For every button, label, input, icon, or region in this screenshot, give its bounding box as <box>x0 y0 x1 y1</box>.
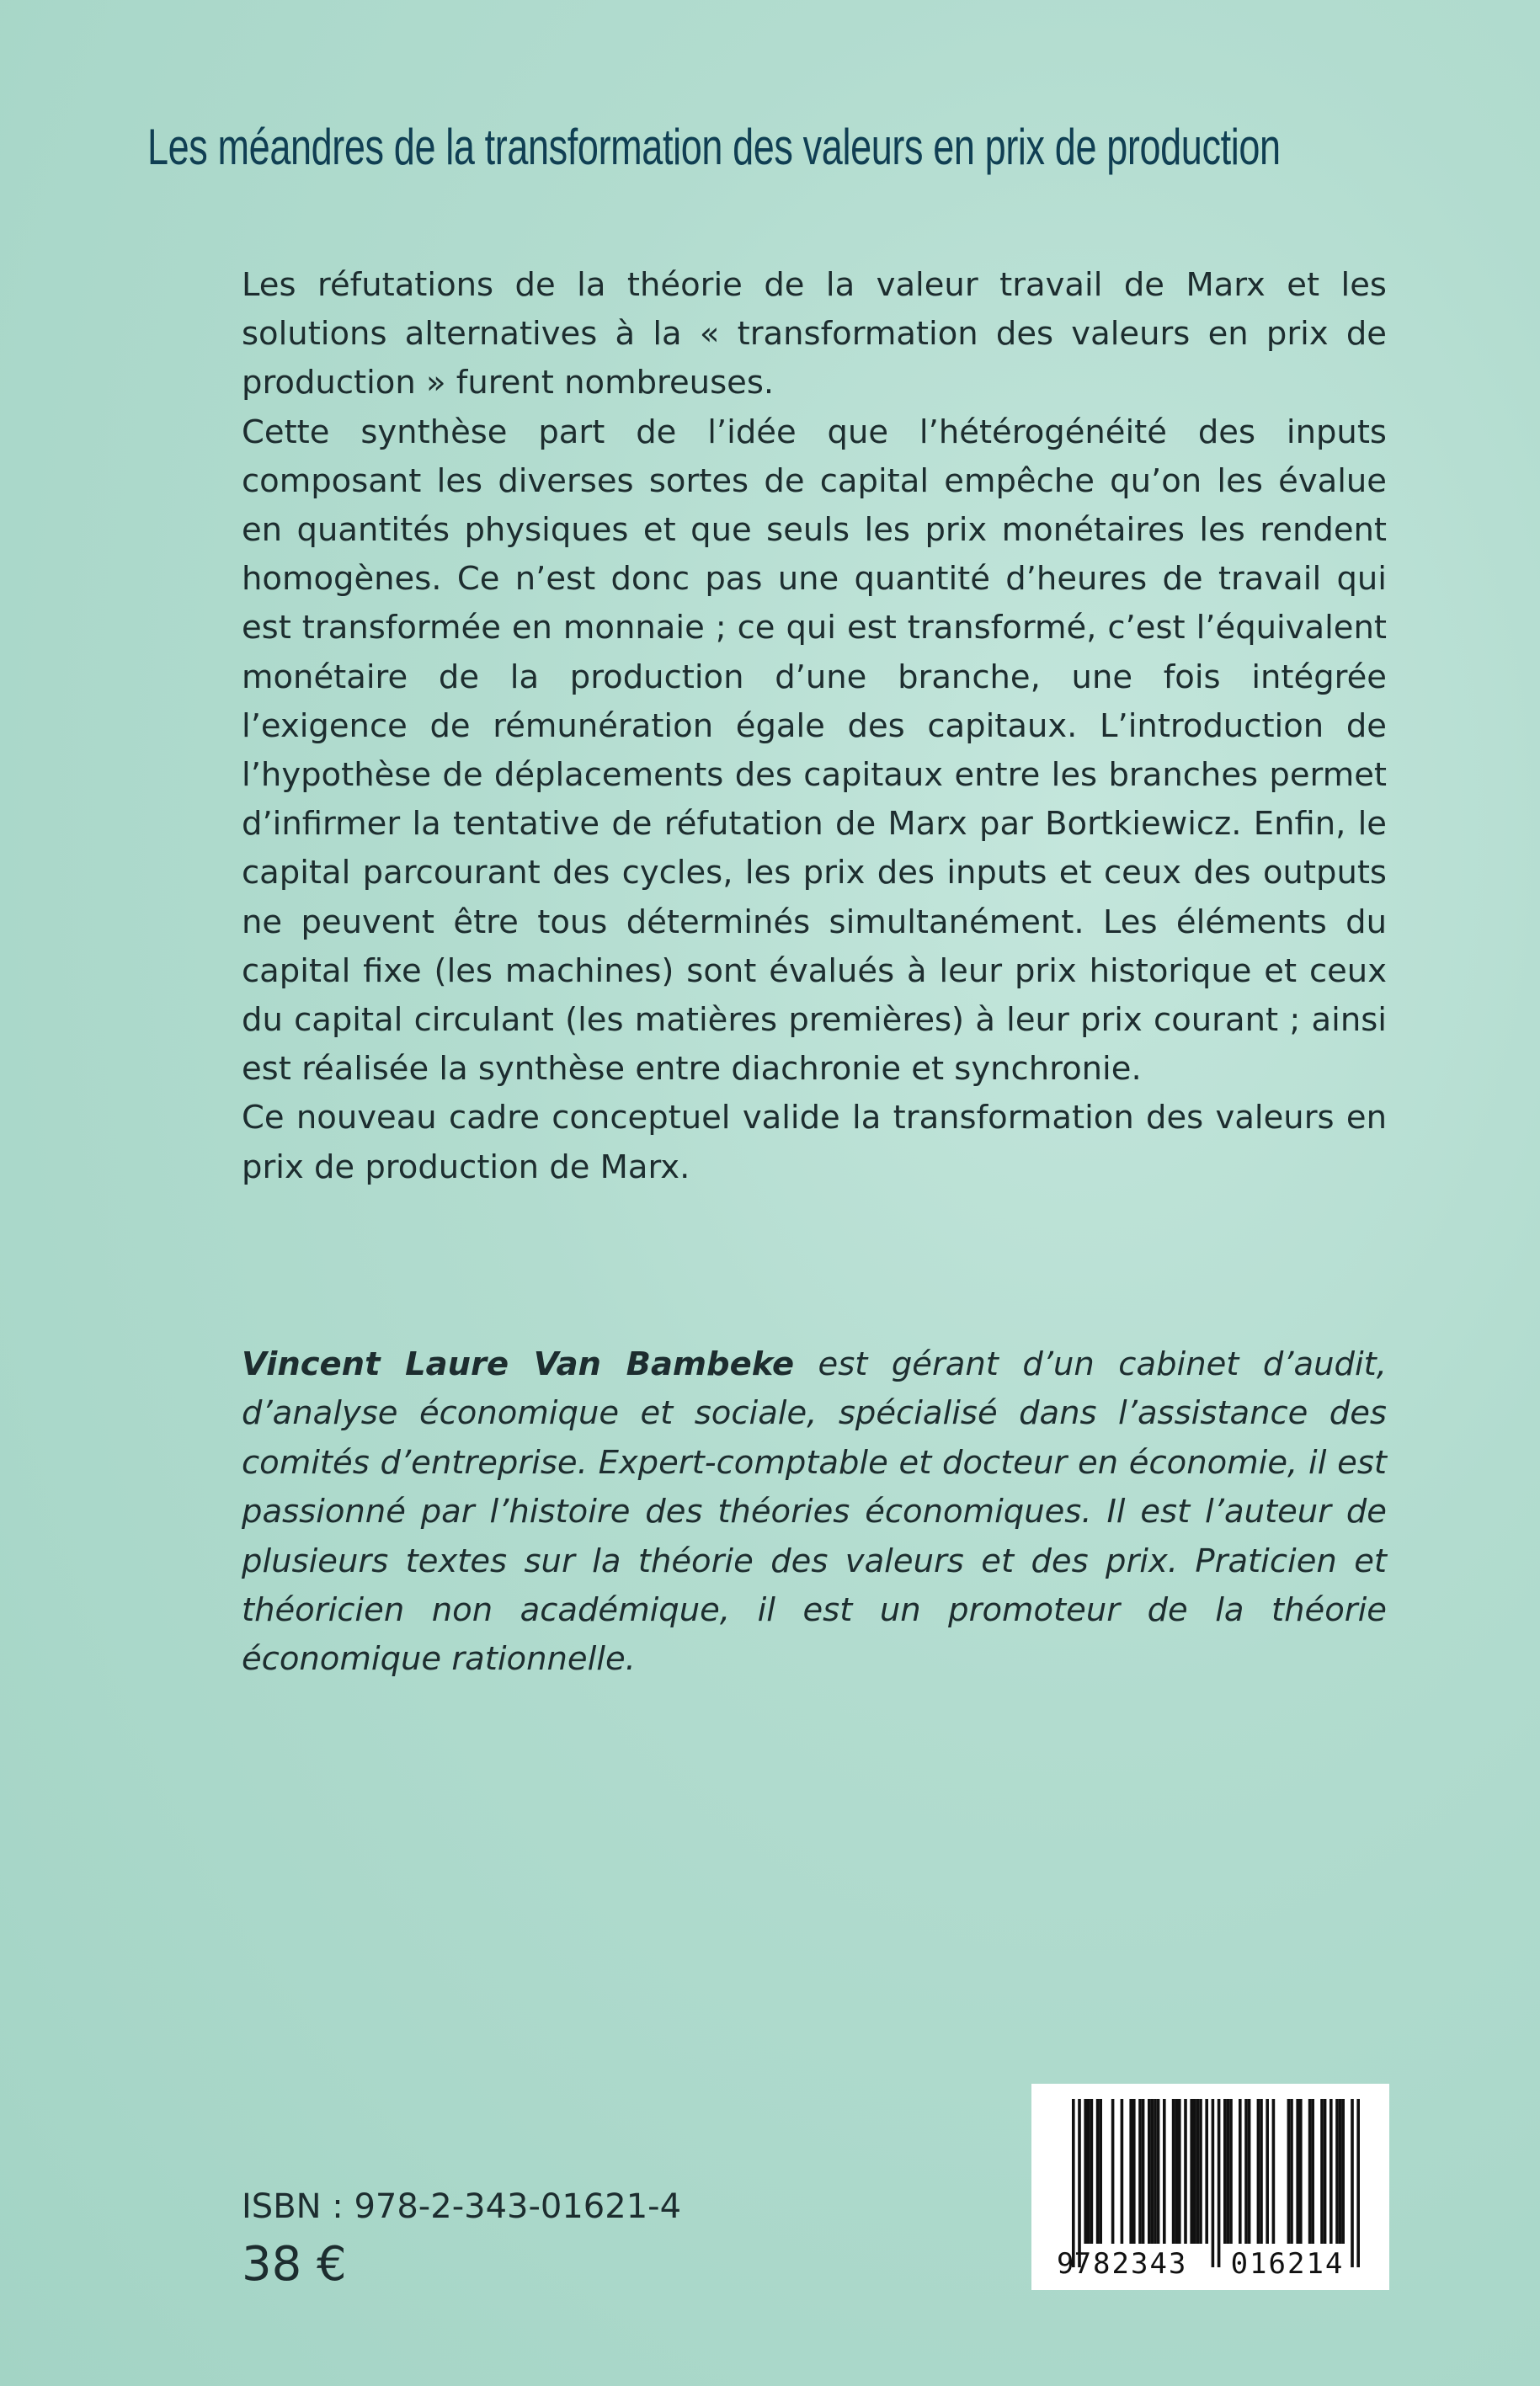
barcode-graphic <box>1031 2084 1389 2290</box>
barcode-bar <box>1308 2099 1312 2244</box>
book-title: Les méandres de la transformation des valeurs en prix de production <box>147 119 1281 175</box>
barcode-bar <box>1324 2099 1327 2244</box>
barcode-bar <box>1244 2099 1248 2244</box>
barcode-lead-digit: 9 <box>1057 2247 1074 2281</box>
barcode-bar <box>1287 2099 1291 2244</box>
barcode-bar <box>1111 2099 1115 2244</box>
barcode-bar <box>1199 2099 1202 2244</box>
barcode-bar <box>1190 2099 1193 2244</box>
barcode-bar <box>1090 2099 1094 2244</box>
barcode-bar <box>1351 2099 1354 2267</box>
barcode-bar <box>1132 2099 1136 2244</box>
barcode-bar <box>1339 2099 1342 2244</box>
barcode-bar <box>1257 2099 1260 2244</box>
barcode <box>1031 2084 1389 2290</box>
barcode-bar <box>1178 2099 1181 2244</box>
barcode-bar <box>1330 2099 1333 2244</box>
summary-paragraph-1: Les réfutations de la théorie de la valeur travail de Marx et les solutions alternatives à la « transformation des valeurs en prix de production » furent nombreuses. <box>242 266 1387 402</box>
barcode-bar <box>1087 2099 1090 2244</box>
barcode-bar <box>1290 2099 1293 2244</box>
barcode-bar <box>1078 2099 1081 2267</box>
barcode-bar <box>1320 2099 1324 2244</box>
barcode-bar <box>1311 2099 1314 2244</box>
barcode-bar <box>1121 2099 1124 2244</box>
barcode-bar <box>1172 2099 1175 2244</box>
barcode-bar <box>1148 2099 1151 2244</box>
barcode-bar <box>1299 2099 1303 2244</box>
barcode-bar <box>1096 2099 1100 2244</box>
barcode-left-digits: 782343 <box>1074 2247 1188 2281</box>
barcode-bar <box>1239 2099 1242 2244</box>
barcode-bar <box>1296 2099 1299 2244</box>
isbn: ISBN : 978-2-343-01621-4 <box>242 2187 682 2226</box>
barcode-bar <box>1341 2099 1345 2244</box>
barcode-bar <box>1272 2099 1276 2244</box>
barcode-bar <box>1193 2099 1196 2244</box>
barcode-bar <box>1260 2099 1263 2244</box>
barcode-bar <box>1223 2099 1227 2244</box>
barcode-bar <box>1196 2099 1200 2244</box>
barcode-bar <box>1142 2099 1145 2244</box>
author-bio-text: est gérant d’un cabinet d’audit, d’analyse économique et sociale, spécialisé dans l’assistance des comités d’entreprise. Expert-comptable et docteur en économie, il est passionné par l’histoire des théories économiques. Il est l’auteur de plusieurs textes sur la théorie des valeurs et des prix. Praticien et théoricien non académique, il est un promoteur de la théorie économique rationnelle. <box>242 1345 1387 1679</box>
barcode-bar <box>1184 2099 1187 2244</box>
barcode-bar <box>1218 2099 1221 2267</box>
summary-paragraph-3: Ce nouveau cadre conceptuel valide la transformation des valeurs en prix de production de Marx. <box>242 1099 1387 1186</box>
barcode-bar <box>1175 2099 1178 2244</box>
barcode-bar <box>1335 2099 1339 2244</box>
barcode-bar <box>1205 2099 1208 2244</box>
barcode-bar <box>1266 2099 1269 2244</box>
barcode-bar <box>1356 2099 1360 2267</box>
barcode-bar <box>1099 2099 1102 2244</box>
barcode-bar <box>1138 2099 1142 2244</box>
barcode-bar <box>1248 2099 1251 2244</box>
book-summary <box>242 261 1387 1192</box>
summary-paragraph-2: Cette synthèse part de l’idée que l’hétérogénéité des inputs composant les diverses sortes de capital empêche qu’on les évalue en quantités physiques et que seuls les prix monétaires les rendent homogènes. Ce n’est donc pas une quantité d’heures de travail qui est transformée en monnaie ; ce qui est transformé, c’est l’équivalent monétaire de la production d’une branche, une fois intégrée l’exigence de rémunération égale des capitaux. L’introduction de l’hypothèse de déplacements des capitaux entre les branches permet d’infirmer la tentative de réfutation de Marx par Bortkiewicz. Enfin, le capital parcourant des cycles, les prix des inputs et ceux des outputs ne peuvent être tous déterminés simultanément. Les éléments du capital fixe (les machines) sont évalués à leur prix historique et ceux du capital circulant (les matières premières) à leur prix courant ; ainsi est réalisée la synthèse entre diachronie et synchronie. <box>242 413 1387 1089</box>
barcode-bar <box>1157 2099 1160 2244</box>
price: 38 € <box>242 2237 347 2292</box>
barcode-bar <box>1129 2099 1132 2244</box>
author-bio <box>242 1340 1387 1685</box>
barcode-bar <box>1072 2099 1075 2267</box>
barcode-bar <box>1154 2099 1157 2244</box>
barcode-bar <box>1151 2099 1154 2244</box>
barcode-bar <box>1163 2099 1166 2244</box>
barcode-bar <box>1229 2099 1233 2244</box>
barcode-bar <box>1212 2099 1215 2267</box>
author-name: Vincent Laure Van Bambeke <box>242 1345 795 1383</box>
barcode-bar <box>1227 2099 1230 2244</box>
barcode-right-digits: 016214 <box>1230 2247 1345 2281</box>
barcode-bar <box>1084 2099 1087 2244</box>
